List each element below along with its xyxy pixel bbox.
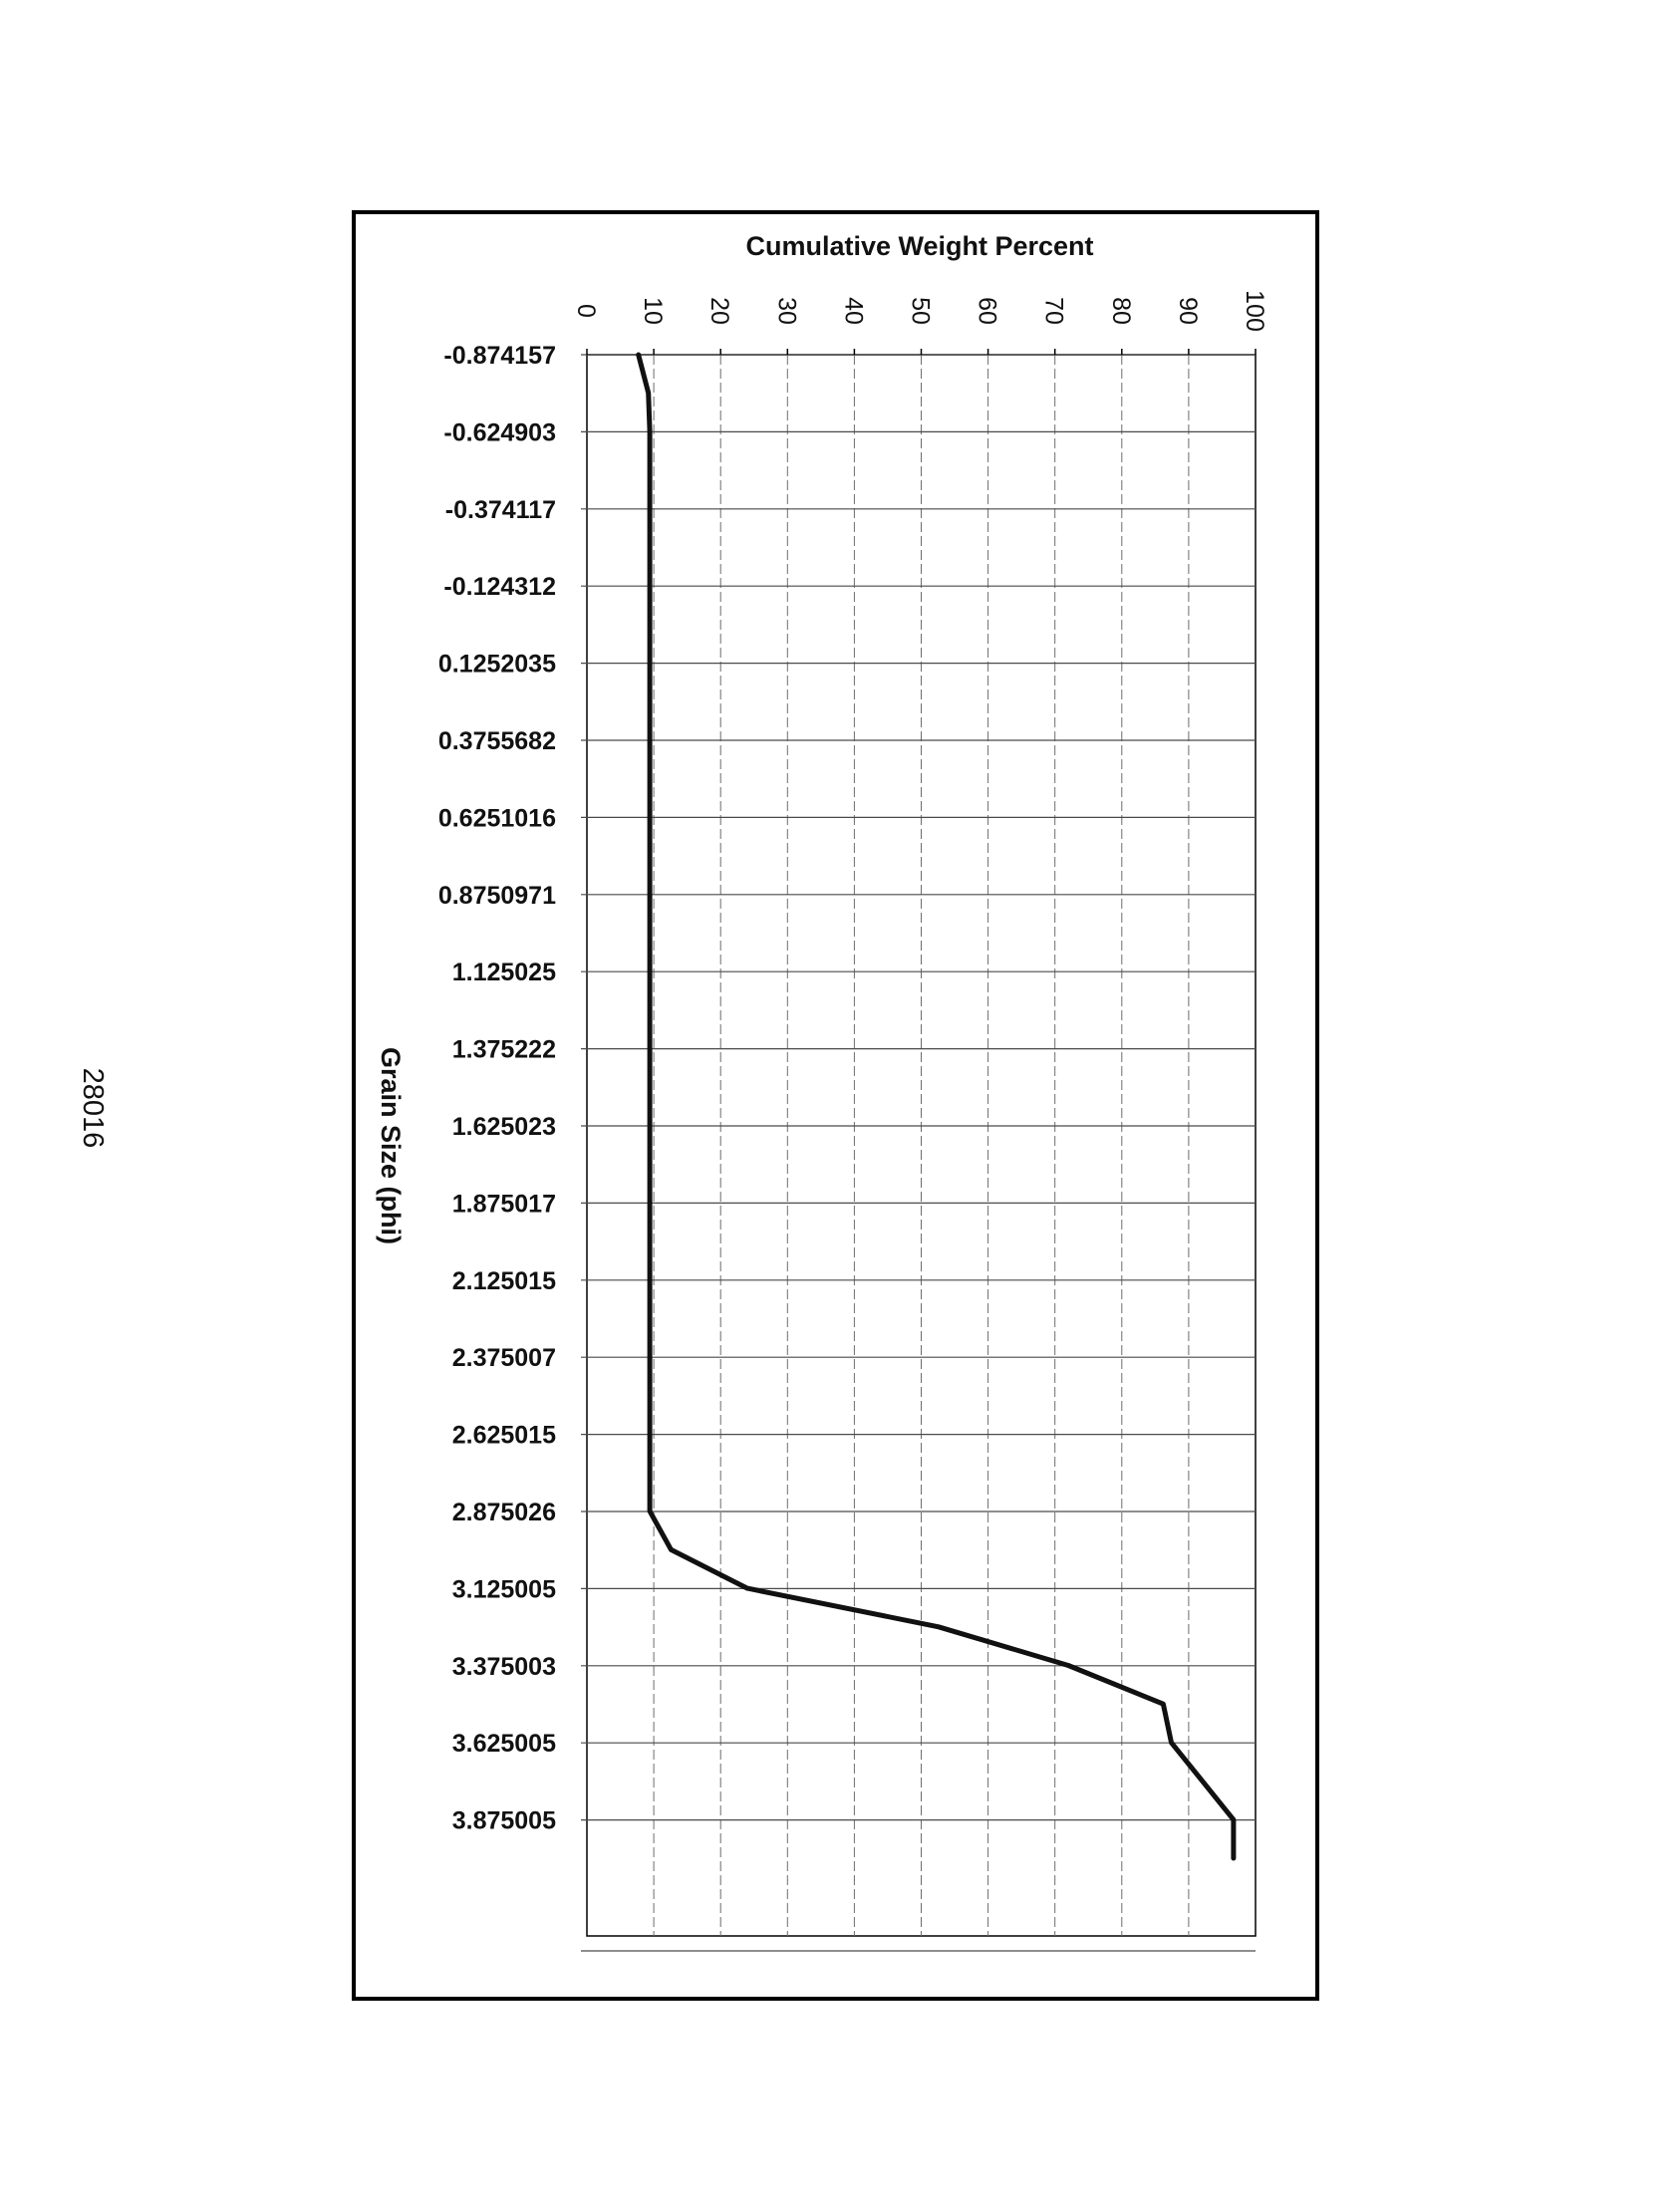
x-tick-label: 90 <box>1173 297 1202 325</box>
y-tick-label: 1.875017 <box>451 1190 556 1219</box>
y-tick-label: 3.125005 <box>451 1575 556 1604</box>
data-point <box>1067 1664 1070 1667</box>
y-tick-label: -0.874157 <box>443 342 556 370</box>
data-point <box>1232 1857 1235 1860</box>
data-point <box>637 354 640 357</box>
data-point <box>1162 1703 1165 1706</box>
x-tick-label: 10 <box>639 297 668 325</box>
x-tick-label: 50 <box>906 297 935 325</box>
y-tick-label: 3.375003 <box>451 1652 556 1681</box>
data-point <box>649 662 652 665</box>
x-tick-label: 20 <box>705 297 734 325</box>
data-point <box>649 969 652 972</box>
page-number: 28016 <box>77 1067 109 1149</box>
y-axis-title: Grain Size (phi) <box>376 1046 406 1245</box>
data-point <box>649 738 652 741</box>
data-point <box>649 1278 652 1281</box>
data-point <box>649 893 652 896</box>
y-tick-label: 3.875005 <box>451 1806 556 1835</box>
data-point <box>649 1124 652 1127</box>
y-tick-label: 0.1252035 <box>437 650 556 679</box>
x-axis-title: Cumulative Weight Percent <box>745 231 1094 261</box>
cumulative-curve <box>639 355 1234 1858</box>
data-point <box>670 1548 673 1551</box>
data-point <box>649 1433 652 1436</box>
data-point <box>649 1355 652 1358</box>
y-tick-label: 0.3755682 <box>437 727 556 755</box>
gridlines <box>581 355 1256 1951</box>
y-tick-label: 1.125025 <box>451 959 556 987</box>
y-axis-ticks <box>438 342 556 1835</box>
x-tick-label: 0 <box>572 304 600 318</box>
data-point <box>1232 1818 1235 1821</box>
x-tick-label: 100 <box>1241 290 1268 332</box>
y-tick-label: 2.625015 <box>451 1421 556 1450</box>
data-point <box>649 585 652 588</box>
y-tick-label: 1.375222 <box>451 1035 556 1064</box>
y-tick-label: -0.124312 <box>443 573 556 602</box>
data-point <box>649 507 652 510</box>
series-group <box>637 354 1235 1860</box>
x-tick-label: 80 <box>1106 297 1135 325</box>
y-tick-label: 2.875026 <box>451 1499 556 1526</box>
data-point <box>1170 1741 1173 1744</box>
x-tick-label: 60 <box>973 297 1001 325</box>
y-tick-label: 0.8750971 <box>437 881 556 910</box>
data-point <box>649 1047 652 1050</box>
x-axis-ticks <box>572 290 1268 355</box>
data-point <box>649 816 652 819</box>
y-tick-label: -0.374117 <box>444 495 556 524</box>
data-point <box>649 1510 652 1512</box>
data-point <box>746 1587 749 1590</box>
data-point <box>647 392 650 395</box>
data-point <box>649 1202 652 1205</box>
y-tick-label: 0.6251016 <box>437 804 556 833</box>
x-tick-label: 40 <box>839 297 868 325</box>
y-tick-label: -0.624903 <box>443 418 556 447</box>
data-point <box>649 430 652 433</box>
x-tick-label: 70 <box>1039 297 1068 325</box>
y-tick-label: 2.125015 <box>451 1266 556 1295</box>
data-point <box>937 1625 940 1628</box>
x-tick-label: 30 <box>772 297 801 325</box>
y-tick-label: 3.625005 <box>451 1730 556 1759</box>
y-tick-label: 1.625023 <box>451 1113 556 1141</box>
y-tick-label: 2.375007 <box>451 1344 556 1373</box>
